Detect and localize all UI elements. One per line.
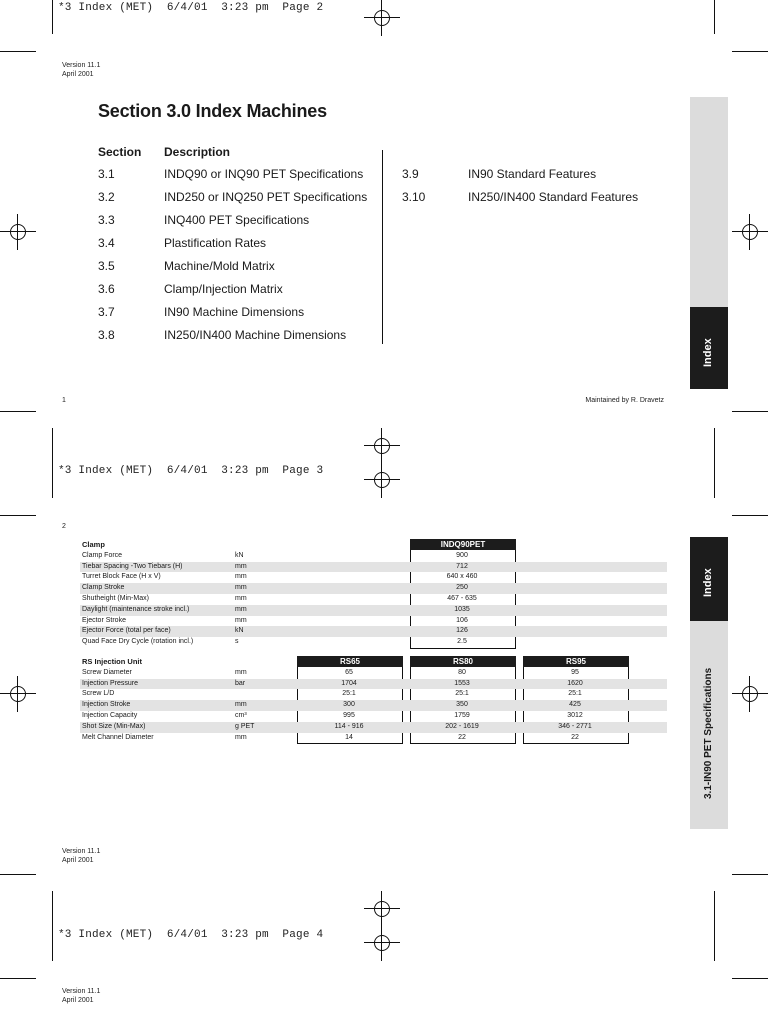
crop-mark: [0, 411, 36, 412]
toc-divider: [382, 150, 383, 344]
registration-mark-icon: [732, 676, 768, 712]
version-label: Version 11.1 April 2001: [62, 62, 101, 78]
registration-mark-icon: [364, 891, 400, 927]
registration-mark-icon: [364, 0, 400, 36]
table-row: Turret Block Face (H x V) mm 640 x 460: [82, 573, 478, 581]
side-tab-index[interactable]: Index: [690, 537, 728, 621]
injection-column-header: RS80: [410, 656, 516, 667]
page-number: 1: [62, 397, 66, 404]
crop-mark: [52, 0, 53, 34]
table-row: Melt Channel Diameter mm 14 22 22: [82, 733, 579, 741]
injection-table: [80, 657, 667, 743]
registration-mark-icon: [732, 214, 768, 250]
crop-mark: [0, 51, 36, 52]
table-row: Screw L/D 25:1 25:1 25:1: [82, 690, 582, 698]
crop-mark: [714, 0, 715, 34]
toc-item[interactable]: 3.7 IN90 Machine Dimensions: [98, 305, 305, 319]
toc-item[interactable]: 3.1 INDQ90 or INQ90 PET Specifications: [98, 167, 364, 181]
toc-item[interactable]: 3.3 INQ400 PET Specifications: [98, 213, 310, 227]
table-row: Screw Diameter mm 65 80 95: [82, 668, 579, 676]
print-header: *3 Index (MET) 6/4/01 3:23 pm Page 4: [58, 929, 324, 941]
table-row: Tiebar Spacing -Two Tiebars (H) mm 712: [80, 562, 667, 573]
toc-col-section: Section: [98, 145, 142, 159]
crop-mark: [732, 978, 768, 979]
registration-mark-icon: [364, 462, 400, 498]
maintained-by: Maintained by R. Dravetz: [585, 397, 664, 404]
side-tab-section[interactable]: 3.1-IN90 PET Specifications: [690, 621, 728, 829]
clamp-table: [80, 540, 667, 648]
toc-col-description: Description: [164, 145, 231, 159]
crop-mark: [714, 428, 715, 498]
crop-mark: [52, 891, 53, 961]
clamp-column-header: INDQ90PET: [410, 539, 516, 550]
print-header: *3 Index (MET) 6/4/01 3:23 pm Page 3: [58, 465, 324, 477]
clamp-heading: Clamp: [82, 540, 105, 549]
table-row: Daylight (maintenance stroke incl.) mm 1035: [80, 605, 667, 616]
toc-right-list: [402, 163, 638, 209]
crop-mark: [0, 978, 36, 979]
print-header: *3 Index (MET) 6/4/01 3:23 pm Page 2: [58, 2, 324, 14]
crop-mark: [732, 411, 768, 412]
table-row: Clamp Stroke mm 250: [80, 583, 667, 594]
toc-item[interactable]: 3.4 Plastification Rates: [98, 236, 267, 250]
crop-mark: [0, 874, 36, 875]
toc-item[interactable]: 3.6 Clamp/Injection Matrix: [98, 282, 283, 296]
registration-mark-icon: [0, 676, 36, 712]
crop-mark: [52, 428, 53, 498]
toc-item[interactable]: 3.8 IN250/IN400 Machine Dimensions: [98, 328, 347, 342]
page-number: 2: [62, 523, 66, 530]
toc-item[interactable]: 3.5 Machine/Mold Matrix: [98, 259, 275, 273]
crop-mark: [714, 891, 715, 961]
crop-mark: [0, 515, 36, 516]
table-row: Quad Face Dry Cycle (rotation incl.) s 2.5: [82, 638, 467, 646]
injection-column-header: RS65: [297, 656, 403, 667]
table-row: Injection Stroke mm 300 350 425: [80, 700, 667, 711]
toc-item[interactable]: 3.10 IN250/IN400 Standard Features: [402, 190, 639, 204]
version-label: Version 11.1 April 2001: [62, 988, 101, 1004]
version-label: Version 11.1 April 2001: [62, 848, 101, 864]
toc-item[interactable]: 3.2 IND250 or INQ250 PET Specifications: [98, 190, 368, 204]
toc-item[interactable]: 3.9 IN90 Standard Features: [402, 167, 597, 181]
table-row: Shutheight (Min-Max) mm 467 - 635: [82, 594, 477, 602]
crop-mark: [732, 51, 768, 52]
registration-mark-icon: [364, 925, 400, 961]
page-title: Section 3.0 Index Machines: [98, 101, 327, 121]
table-row: Clamp Force kN 900: [82, 551, 468, 559]
table-row: Ejector Force (total per face) kN 126: [80, 626, 667, 637]
crop-mark: [732, 874, 768, 875]
injection-column-header: RS95: [523, 656, 629, 667]
table-row: Injection Pressure bar 1704 1553 1620: [80, 679, 667, 690]
injection-heading: RS Injection Unit: [82, 657, 142, 666]
side-tab-index[interactable]: Index: [690, 307, 728, 389]
toc-left-list: [98, 163, 367, 347]
table-row: Shot Size (Min-Max) g PET 114 - 916 202 - 1619 346 - 2771: [80, 722, 667, 733]
table-row: Ejector Stroke mm 106: [82, 616, 468, 624]
registration-mark-icon: [0, 214, 36, 250]
crop-mark: [732, 515, 768, 516]
table-row: Injection Capacity cm³ 995 1759 3012: [82, 711, 583, 719]
registration-mark-icon: [364, 428, 400, 464]
